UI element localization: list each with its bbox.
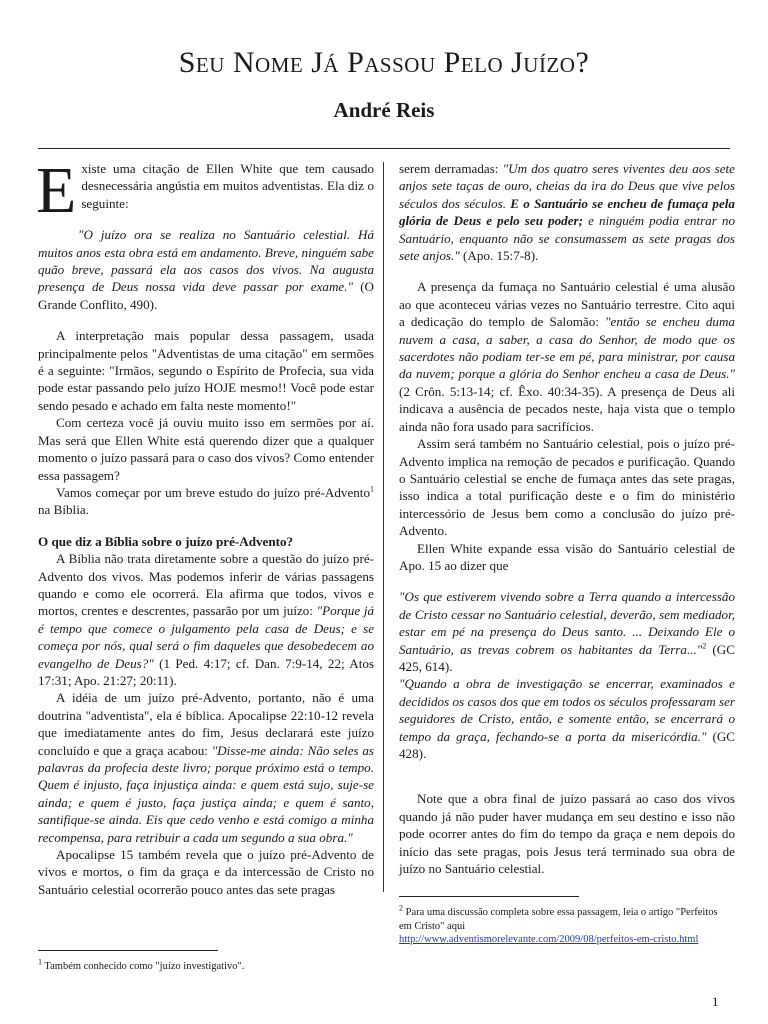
footnote-ref-2: 2	[702, 641, 707, 651]
plagues-quote-a: "Um dos quatro seres viventes deu aos sete anjos sete taças de ouro, cheias da ira do Deus que vive pelos séculos dos séculos.	[399, 161, 735, 211]
paragraph-study	[38, 484, 374, 519]
paragraph-expansion: Ellen White expande essa visão do Santuário celestial de Apo. 15 ao dizer que	[399, 540, 735, 573]
page-number: 1	[712, 994, 719, 1009]
bible-reference: (1 Ped. 4:17; cf. Dan. 7:9-14, 22; Atos 17:31; Apo. 21:27; 20:11).	[38, 655, 374, 688]
footnote-1-text: Também conhecido como "juízo investigativo".	[42, 961, 245, 972]
intercession-reference: (GC 425, 614).	[399, 641, 735, 674]
quote-text: "O juízo ora se realiza no Santuário celestial. Há muitos anos esta obra está em andamento. Breve, ninguém sabe quão breve, passará ela aos casos dos vivos. Na augusta presença de Deus nossa vida deve passar por exame."	[38, 227, 374, 295]
intro-paragraph	[36, 154, 374, 227]
footnote-2-text: Para uma discussão completa sobre essa passagem, leia o artigo "Perfeitos em Cristo" aqui	[399, 907, 718, 932]
right-column	[399, 160, 735, 877]
document-title: Seu Nome Já Passou Pelo Juízo?	[178, 46, 590, 79]
footnote-ref-1: 1	[370, 484, 374, 494]
footnote-2	[399, 903, 729, 947]
intro-text: xiste uma citação de Ellen White que tem causado desnecessária angústia em muitos adventistas. Ela diz o seguinte:	[81, 161, 374, 211]
solomon-quote: "então se encheu duma nuvem a casa, a saber, a casa do Senhor, de modo que os sacerdotes não podiam ter-se em pé, para ministrar, por causa da nuvem; porque a glória do Senhor encheu a casa de Deus."	[399, 314, 735, 382]
footnote-marker-2: 2	[399, 903, 403, 913]
bible-quote: "Porque já é tempo que comece o julgamento pela casa de Deus; e se começa por nós, qual será o fim daqueles que desobedecem ao evangelho de Deus?"	[38, 603, 374, 671]
paragraph-conclusion: Note que a obra final de juízo passará ao caso dos vivos quando já não puder haver mudança em seu destino e isso não pode ocorrer antes do fim do tempo da graça e nem depois do início das sete pragas, pois Jesus terá terminado sua obra de juízo no Santuário celestial.	[399, 791, 735, 877]
quote-great-controversy	[38, 226, 374, 313]
paragraph-bible	[38, 550, 374, 689]
footnote-rule-left	[38, 950, 218, 951]
paragraph-purification: Assim será também no Santuário celestial, pois o juízo pré-Advento implica na remoção de pecados e purificação. Quando o Santuário celestial se enche de fumaça antes das sete pragas, isso indica a total purificação deste e o fim do ministério intercessório de Jesus bem como a conclusão do juízo pré-Advento.	[399, 436, 735, 539]
plagues-quote-bold: E o Santuário se encheu de fumaça pela glória de Deus e pelo seu poder;	[399, 195, 735, 229]
paragraph-interpretation: A interpretação mais popular dessa passagem, usada principalmente pelos "Adventistas de uma citação" em sermões é a seguinte: "Irmãos, segundo o Espírito de Profecia, sua vida pode estar passando pelo juízo HOJE mesmo!! Você pode estar sendo pesado e achado em falta neste momento!"	[38, 328, 374, 413]
section-heading: O que diz a Bíblia sobre o juízo pré-Advento?	[38, 533, 294, 549]
plagues-quote-b: e ninguém podia entrar no Santuário, enquanto não se consumassem as sete pragas dos sete anjos."	[399, 213, 735, 264]
investigation-quote: "Quando a obra de investigação se encerrar, examinados e decididos os casos dos que em todos os séculos professaram ser seguidores de Cristo, então, e somente então, se encerrará o tempo da graça, fechando-se a porta da misericórdia."	[399, 676, 735, 744]
plagues-reference: (Apo. 15:7-8).	[459, 248, 539, 264]
drop-cap: E	[36, 154, 77, 227]
quote-investigation	[399, 675, 735, 762]
footnote-rule-right	[399, 896, 579, 897]
paragraph-doctrine	[38, 689, 374, 846]
study-text: Vamos começar por um breve estudo do juízo pré-Advento	[56, 484, 370, 500]
footnote-2-link[interactable]: http://www.adventismorelevante.com/2009/08/perfeitos-em-cristo.html	[399, 934, 699, 945]
smoke-text: A presença da fumaça no Santuário celestial é uma alusão ao que aconteceu várias vezes no Santuário terrestre. Cito aqui a dedicação do templo de Salomão:	[399, 279, 735, 330]
plagues-text: serem derramadas:	[399, 161, 503, 176]
investigation-reference: (GC 428).	[399, 728, 736, 761]
paragraph-revelation-15: Apocalipse 15 também revela que o juízo pré-Advento de vivos e mortos, o fim da graça e da intercessão de Cristo no Santuário celestial ocorrerão pouco antes das sete pragas	[38, 847, 374, 897]
quote-intercession	[399, 588, 735, 675]
spacer	[399, 264, 735, 278]
study-text-end: na Bíblia.	[38, 502, 89, 518]
revelation-quote: "Disse-me ainda: Não seles as palavras da profecia deste livro; porque próximo está o tempo. Quem é injusto, faça injustiça ainda: e quem está sujo, suje-se ainda; e quem é justo, faça justiça ainda; e quem é santo, santifique-se ainda. Eis que cedo venho e está comigo a minha recompensa, para retribuir a cada um segundo a sua obra."	[38, 742, 374, 845]
paragraph-smoke	[399, 278, 735, 435]
intercession-quote: "Os que estiverem vivendo sobre a Terra quando a intercessão de Cristo cessar no Santuário celestial, deverão, sem mediador, estar em pé na presença do Deus santo. ... Deixando Ele o Santuário, as trevas cobrem os habitantes da Terra..."	[399, 589, 735, 657]
author-name: André Reis	[333, 98, 435, 122]
smoke-text-end: (2 Crôn. 5:13-14; cf. Êxo. 40:34-35). A presença de Deus ali indicava a ausência de pecados neste, haja vista que o templo ainda não fora usado para sacrifícios.	[399, 383, 735, 434]
footnote-1	[38, 957, 358, 974]
column-divider	[383, 162, 384, 892]
footnote-marker-1: 1	[38, 957, 42, 967]
paragraph-plagues	[399, 160, 735, 264]
paragraph-question: Com certeza você já ouviu muito isso em sermões por aí. Mas será que Ellen White está querendo dizer que a qualquer momento o juízo passará para o caso dos vivos? Como entender essa passagem?	[38, 415, 374, 483]
title-rule	[38, 148, 730, 149]
bible-text: A Bíblia não trata diretamente sobre a questão do juízo pré-Advento dos vivos. Mas podemos inferir de várias passagens quando e como ele ocorrerá. Ela afirma que todos, vivos e mortos, crentes e descrentes, passarão por um juízo:	[38, 551, 374, 619]
spacer	[399, 776, 735, 790]
left-column	[36, 154, 375, 898]
doctrine-text: A idéia de um juízo pré-Advento, portanto, não é uma doutrina "adventista", ela é bíblica. Apocalipse 22:10-12 revela que imediatamente antes do fim, Jesus declarará este juízo concluído e que a graça acabou:	[38, 690, 374, 758]
quote-reference: (O Grande Conflito, 490).	[38, 279, 375, 312]
